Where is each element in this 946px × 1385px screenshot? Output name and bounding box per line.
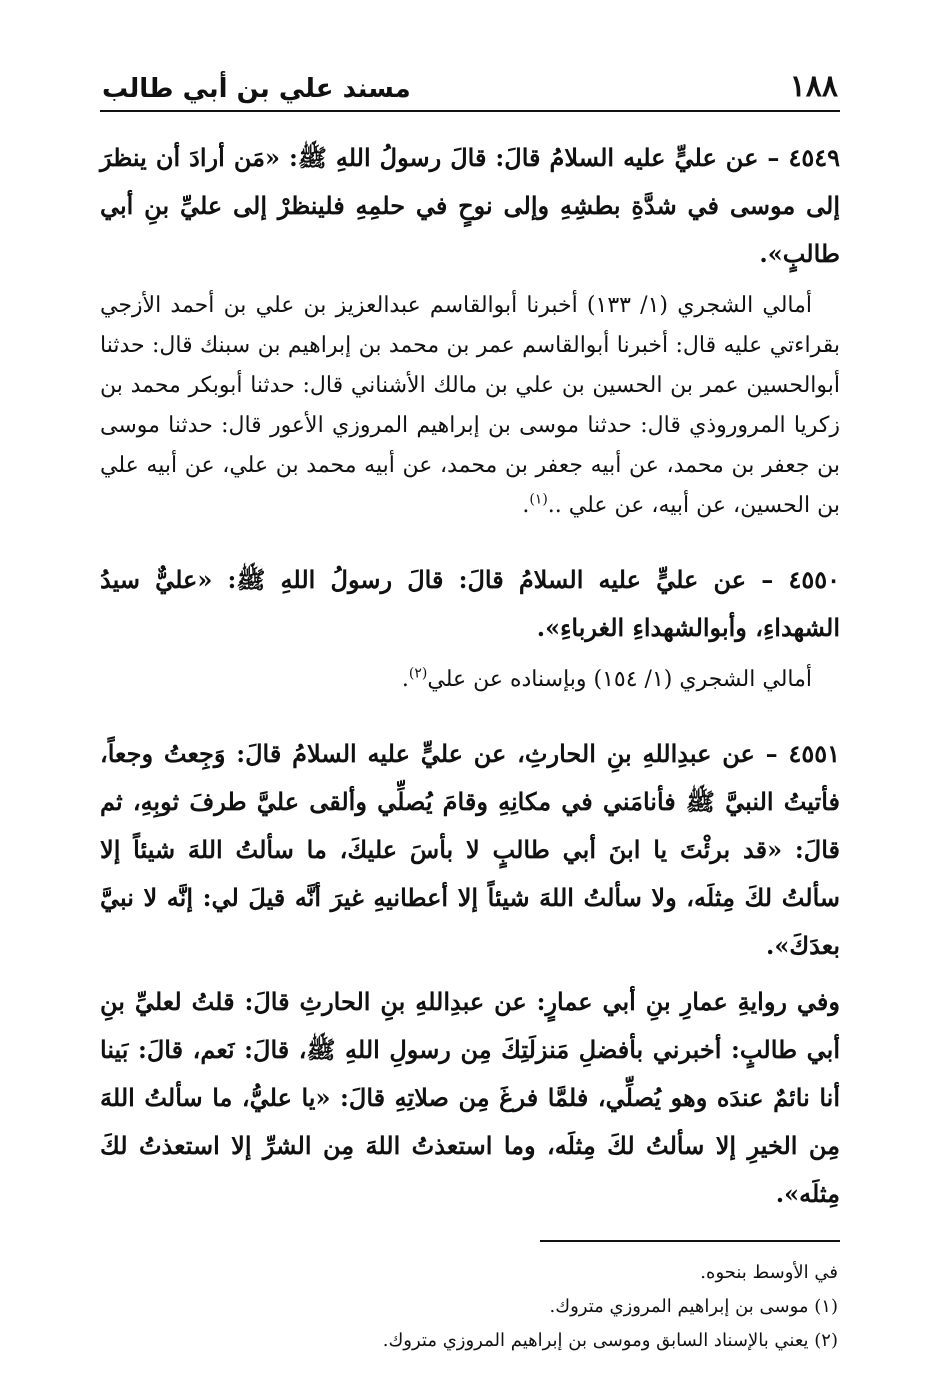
running-title: مسند علي بن أبي طالب (102, 74, 411, 104)
book-page (100, 60, 840, 1358)
page-number: ١٨٨ (789, 69, 838, 104)
hadith-4550: ٤٥٥٠ – عن عليٍّ عليه السلامُ قالَ: قالَ رسولُ اللهِ ﷺ: «عليٌّ سيدُ الشهداءِ، وأبوالشهداءِ الغرباءِ». (100, 565, 840, 642)
source-4550-text: أمالي الشجري (١/ ١٥٤) وبإسناده عن علي (427, 667, 812, 692)
hadith-4549: ٤٥٤٩ – عن عليٍّ عليه السلامُ قالَ: قالَ رسولُ اللهِ ﷺ: «مَن أرادَ أن ينظرَ إلى موسى في شدَّةِ بطشِهِ وإلى نوحٍ في حلمِهِ فلينظرْ إلى عليِّ بنِ أبي طالبٍ». (100, 143, 840, 268)
riwaya-4551: وفي روايةِ عمارِ بنِ أبي عمارٍ: عن عبدِاللهِ بنِ الحارثِ قالَ: قلتُ لعليِّ بنِ أبي طالبٍ: أخبرني بأفضلِ مَنزلَتِكَ مِن رسولِ اللهِ ﷺ، قالَ: نَعم، قالَ: بَينا أنا نائمٌ عندَه وهو يُصلِّي، فلمَّا فرغَ مِن صلاتِهِ قالَ: «يا عليُّ، ما سألتُ اللهَ مِن الخيرِ إلا سألتُ لكَ مِثلَه، وما استعذتُ اللهَ مِن الشرِّ إلا استعذتُ لكَ مِثلَه». (100, 987, 840, 1208)
footnotes (100, 1256, 840, 1358)
source-4549: أمالي الشجري (١/ ١٣٣) أخبرنا أبوالقاسم عبدالعزيز بن علي بن أحمد الأزجي بقراءتي عليه قال: أخبرنا أبوالقاسم عمر بن محمد بن إبراهيم بن سبنك قال: حدثنا أبوالحسين عمر بن الحسين بن علي بن مالك الأشناني قال: حدثنا أبوبكر محمد بن زكريا المروروذي قال: حدثنا موسى بن إبراهيم المروزي الأعور قال: حدثنا موسى بن جعفر بن محمد، عن أبيه جعفر بن محمد، عن أبيه محمد بن علي، عن أبيه علي بن الحسين، عن أبيه، عن علي ..$^{(١)}$. (100, 293, 840, 518)
page-header (100, 60, 840, 112)
source-4549-text: أمالي الشجري (١/ ١٣٣) أخبرنا أبوالقاسم عبدالعزيز بن علي بن أحمد الأزجي بقراءتي عليه قال: أخبرنا أبوالقاسم عمر بن محمد بن إبراهيم بن سبنك قال: حدثنا أبوالحسين عمر بن الحسين بن علي بن مالك الأشناني قال: حدثنا أبوبكر محمد بن زكريا المروروذي قال: حدثنا موسى بن إبراهيم المروزي الأعور قال: حدثنا موسى بن جعفر بن محمد، عن أبيه جعفر بن محمد، عن أبيه محمد بن علي، عن أبيه علي بن الحسين، عن أبيه، عن علي .. (100, 293, 840, 518)
source-4550: أمالي الشجري (١/ ١٥٤) وبإسناده عن علي$^{(٢)}$. (401, 665, 812, 692)
footnote-2: (٢) يعني بالإسناد السابق وموسى بن إبراهيم المروزي متروك. (382, 1330, 838, 1351)
footnote-divider (540, 1240, 840, 1242)
hadith-4551: ٤٥٥١ – عن عبدِاللهِ بنِ الحارثِ، عن عليٍّ عليه السلامُ قالَ: وَجِعتُ وجعاً، فأتيتُ النبيَّ ﷺ فأنامَني في مكانِهِ وقامَ يُصلِّي وألقى عليَّ طرفَ ثوبِهِ، ثم قالَ: «قد برئْتَ يا ابنَ أبي طالبٍ لا بأسَ عليكَ، ما سألتُ اللهَ شيئاً إلا سألتُ لكَ مِثلَه، ولا سألتُ اللهَ شيئاً إلا أعطانيهِ غيرَ أنَّه قيلَ لي: إنَّه لا نبيَّ بعدَكَ». (100, 739, 840, 960)
footnote-ref-1[interactable]: (١) (529, 491, 548, 508)
page-content (100, 134, 840, 1358)
footnote-ref-2[interactable]: (٢) (408, 665, 428, 682)
footnote-continuation: في الأوسط بنحوه. (700, 1262, 838, 1283)
footnote-1: (١) موسى بن إبراهيم المروزي متروك. (549, 1296, 838, 1317)
